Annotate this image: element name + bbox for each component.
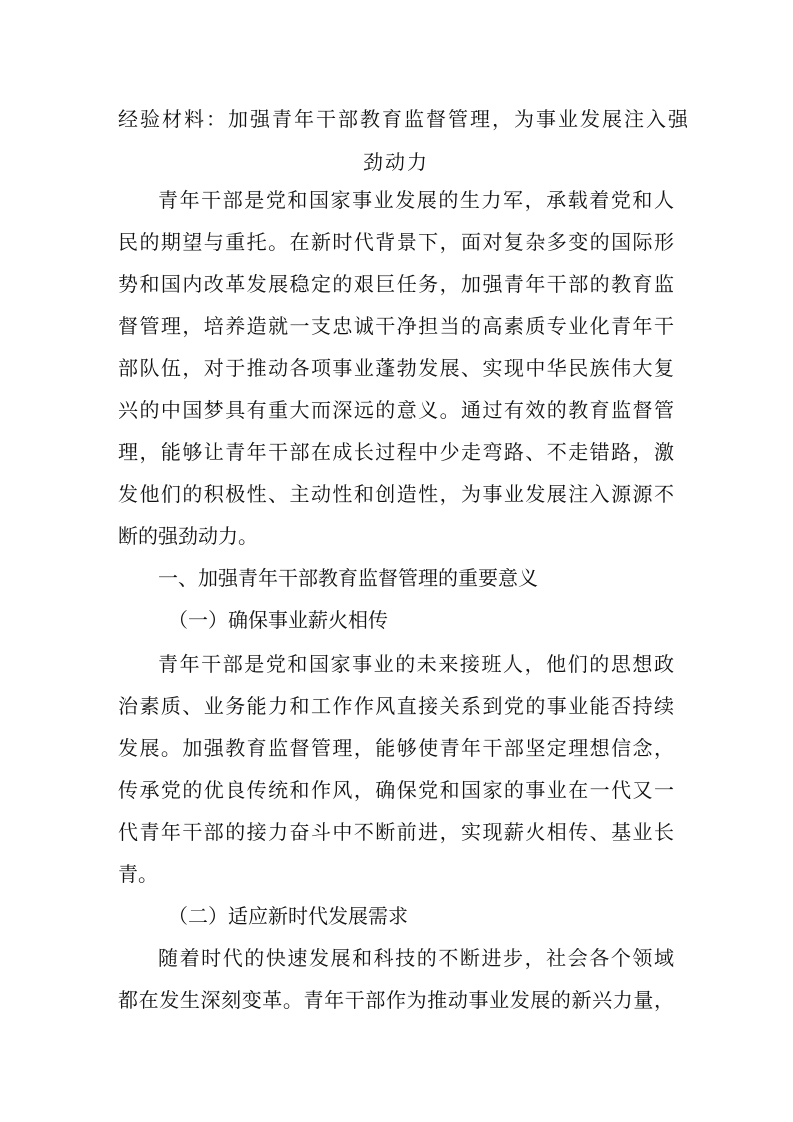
paragraph-1-line: 发他们的积极性、主动性和创造性，为事业发展注入源源不 bbox=[118, 482, 674, 506]
paragraph-2-line: 治素质、业务能力和工作作风直接关系到党的事业能否持续 bbox=[118, 694, 674, 718]
paragraph-1-line: 青年干部是党和国家事业发展的生力军，承载着党和人 bbox=[158, 188, 674, 212]
section-heading-1: 一、加强青年干部教育监督管理的重要意义 bbox=[158, 566, 538, 590]
paragraph-1-line: 民的期望与重托。在新时代背景下，面对复杂多变的国际形 bbox=[118, 230, 674, 254]
paragraph-2-line: 青年干部是党和国家事业的未来接班人，他们的思想政 bbox=[158, 652, 674, 676]
paragraph-3-line: 随着时代的快速发展和科技的不断进步，社会各个领域 bbox=[158, 946, 674, 970]
paragraph-1-line: 势和国内改革发展稳定的艰巨任务，加强青年干部的教育监 bbox=[118, 272, 674, 296]
paragraph-2-line: 发展。加强教育监督管理，能够使青年干部坚定理想信念， bbox=[118, 736, 674, 760]
paragraph-3-line: 都在发生深刻变革。青年干部作为推动事业发展的新兴力量， bbox=[118, 988, 674, 1012]
paragraph-1-line: 兴的中国梦具有重大而深远的意义。通过有效的教育监督管 bbox=[118, 398, 674, 422]
paragraph-1-line: 部队伍，对于推动各项事业蓬勃发展、实现中华民族伟大复 bbox=[118, 356, 674, 380]
document-title-line-2: 劲动力 bbox=[363, 150, 429, 174]
document-title-line-1: 经验材料：加强青年干部教育监督管理，为事业发展注入强 bbox=[118, 107, 690, 131]
paragraph-1-line: 督管理，培养造就一支忠诚干净担当的高素质专业化青年干 bbox=[118, 314, 674, 338]
paragraph-2-line: 传承党的优良传统和作风，确保党和国家的事业在一代又一 bbox=[118, 778, 674, 802]
paragraph-2-line: 青。 bbox=[118, 862, 158, 886]
subsection-heading-2: （二）适应新时代发展需求 bbox=[168, 904, 408, 928]
paragraph-1-line: 断的强劲动力。 bbox=[118, 524, 258, 548]
subsection-heading-1: （一）确保事业薪火相传 bbox=[168, 608, 388, 632]
paragraph-1-line: 理，能够让青年干部在成长过程中少走弯路、不走错路，激 bbox=[118, 440, 674, 464]
paragraph-2-line: 代青年干部的接力奋斗中不断前进，实现薪火相传、基业长 bbox=[118, 820, 674, 844]
